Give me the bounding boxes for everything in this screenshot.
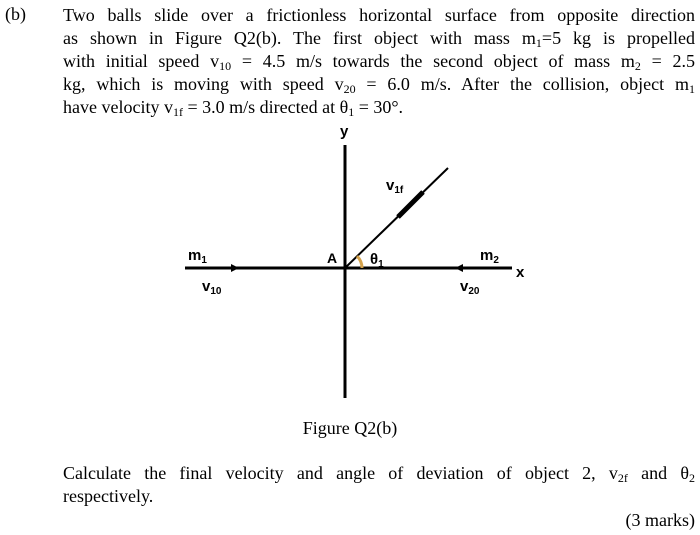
v20-label: $v_{20}$ [460,278,480,297]
task-line-1: Calculate the final velocity and angle of deviation of object 2, $v_{2f}$ and $\theta_2$ [63,463,695,485]
origin-label: A [327,250,338,266]
theta1-arc [357,256,362,268]
marks-label: (3 marks) [625,510,695,530]
v10-label: $v_{10}$ [202,278,222,297]
question-line-3: with initial speed $v_{10} = 4.5$ m/s towards the second object of mass $m_2 = 2.5$ [63,51,695,73]
v1f-label: $v_{1f}$ [386,177,404,196]
theta1-label: $\theta_1$ [370,251,384,270]
v1f-direction-line [345,168,448,268]
question-line-4: kg, which is moving with speed $v_{20} = 6.0$ m/s. After the collision, object $m_1$ [63,74,695,96]
y-axis-label: y [340,123,349,140]
question-line-1: Two balls slide over a frictionless horizontal surface from opposite direction [63,5,695,25]
figure-caption: Figure Q2(b) [302,418,398,438]
question-line-5: have velocity $v_{1f} = 3.0$ m/s directed at $\theta_1 = 30^\circ$. [63,97,404,119]
task-line-2: respectively. [63,486,154,506]
part-label: (b) [5,4,26,24]
x-axis-label: x [516,264,525,281]
mass1-label: $m_1$ [188,247,207,266]
task-text [63,462,695,508]
mass2-label: $m_2$ [480,247,499,266]
question-line-2: as shown in Figure Q2(b). The first object with mass $m_1=5$ kg is propelled [63,28,695,50]
